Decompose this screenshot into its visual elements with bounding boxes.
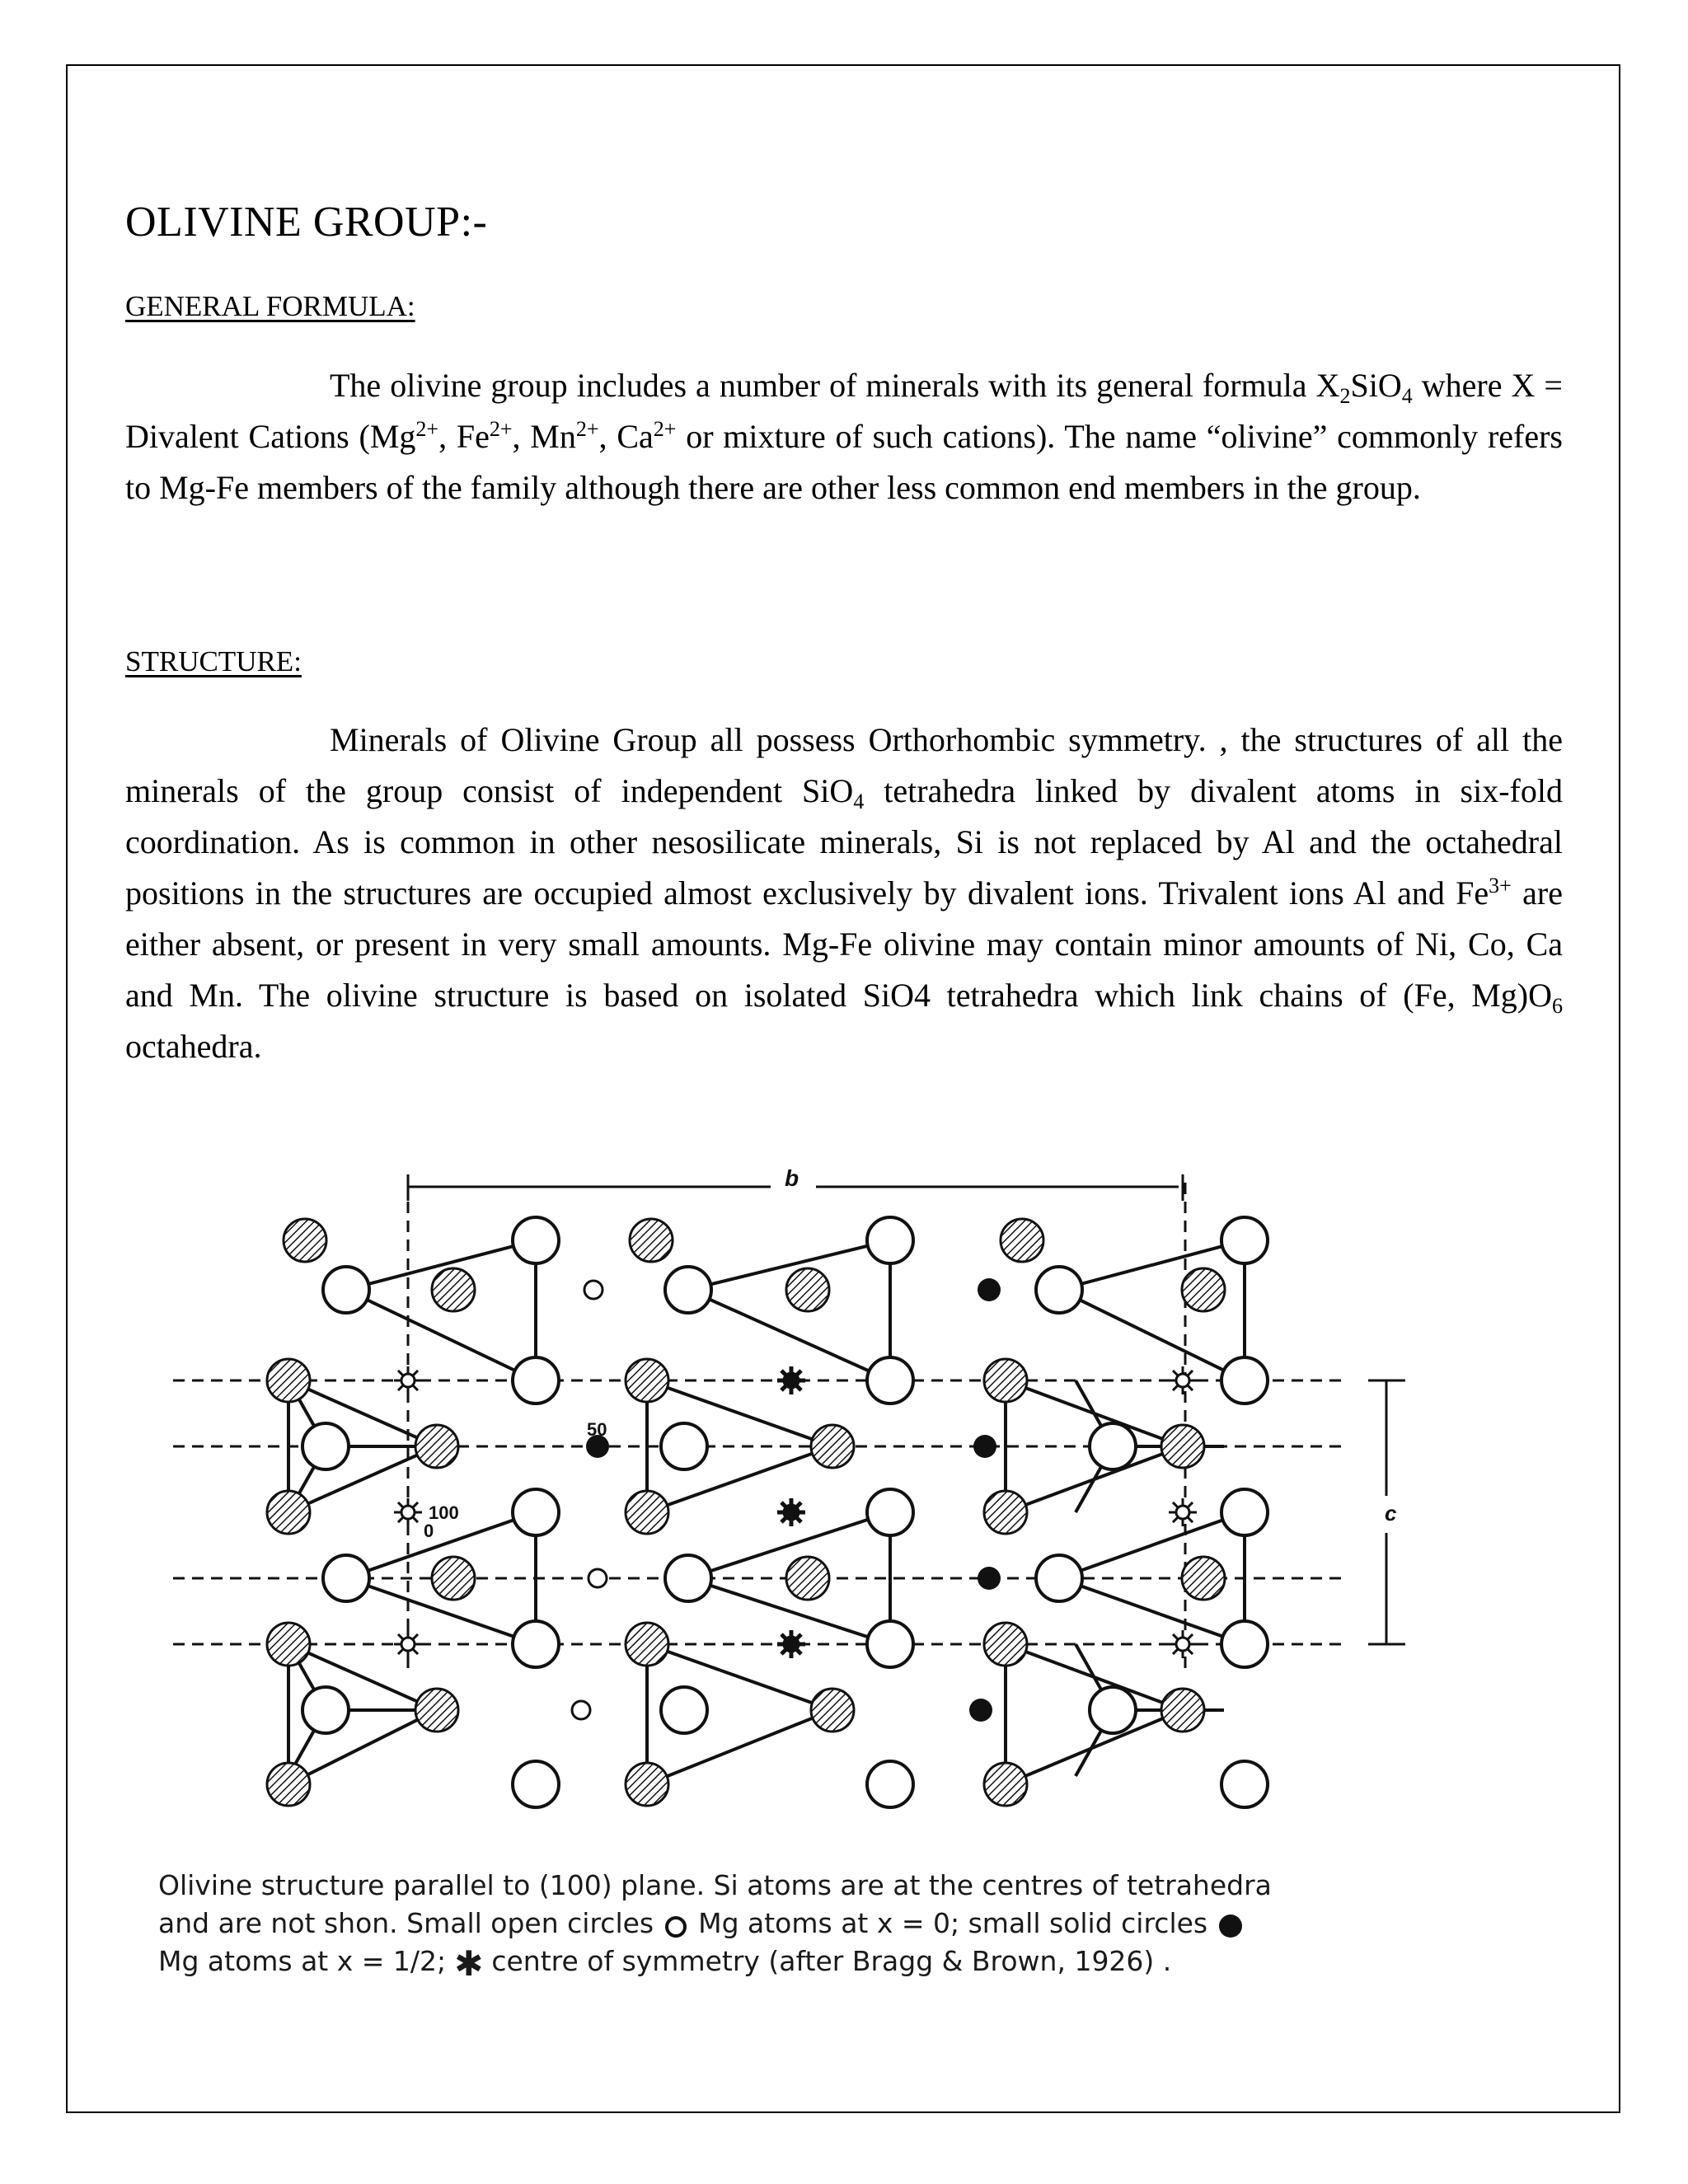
oxygen-atom-hatched	[415, 1425, 458, 1468]
oxygen-atom-open	[513, 1489, 559, 1535]
open-circle-legend-icon	[665, 1916, 687, 1938]
oxygen-atom-hatched	[1182, 1268, 1225, 1311]
oxygen-atom-hatched	[267, 1623, 310, 1666]
tetrahedron	[688, 1240, 890, 1380]
tetrahedron	[346, 1240, 536, 1380]
oxygen-atom-hatched	[267, 1359, 310, 1402]
oxygen-atom-open	[323, 1267, 369, 1313]
oxygen-atom-open	[867, 1761, 913, 1807]
oxygen-atom-open	[867, 1217, 913, 1263]
page-title: OLIVINE GROUP:-	[125, 199, 488, 246]
mg-atom-x-half-solid	[978, 1567, 1001, 1590]
oxygen-atom-open	[1036, 1555, 1082, 1601]
tetrahedron	[1059, 1240, 1245, 1380]
mg-atom-x0-open	[584, 1281, 603, 1299]
mg-atom-x-half-solid	[973, 1435, 996, 1458]
oxygen-atom-open	[1221, 1217, 1268, 1263]
axis-c-label: c	[1385, 1501, 1397, 1526]
symmetry-centre-solid	[777, 1498, 805, 1526]
oxygen-atom-open	[867, 1357, 913, 1404]
atoms	[267, 1217, 1268, 1807]
oxygen-atom-hatched	[811, 1425, 854, 1468]
heading-general-formula: GENERAL FORMULA:	[125, 290, 415, 322]
oxygen-atom-open	[1221, 1489, 1268, 1535]
oxygen-atom-hatched	[1182, 1557, 1225, 1600]
oxygen-atom-hatched	[626, 1491, 668, 1534]
paragraph-general-formula: The olivine group includes a number of minerals with its general formula $X_2SiO_4$ where X = Divalent Cations ($Mg^{2+}$, $Fe^{2+}$, $Mn^{2+}$, $Ca^{2+}$ or mixture of such cations). The name “olivine” commonly refers to Mg-Fe members of the family although there are other less common end members in the group.	[125, 367, 1563, 506]
symmetry-centre-solid	[777, 1630, 805, 1658]
oxygen-atom-hatched	[811, 1689, 854, 1732]
oxygen-atom-open	[665, 1267, 711, 1313]
symmetry-star-legend-icon: ✱	[454, 1943, 484, 1984]
symmetry-centre-open	[1169, 1630, 1197, 1658]
oxygen-atom-hatched	[1161, 1425, 1204, 1468]
oxygen-atom-open	[323, 1555, 369, 1601]
heading-structure: STRUCTURE:	[125, 645, 302, 677]
oxygen-atom-open	[661, 1423, 707, 1469]
oxygen-atom-open	[513, 1621, 559, 1667]
oxygen-atom-hatched	[786, 1268, 829, 1311]
oxygen-atom-open	[661, 1687, 707, 1733]
label-0: 0	[424, 1521, 434, 1541]
oxygen-atom-open	[1090, 1687, 1136, 1733]
oxygen-atom-open	[513, 1357, 559, 1404]
oxygen-atom-hatched	[415, 1689, 458, 1732]
caption-line-2: and are not shon. Small open circles Mg atoms at x = 0; small solid circles	[158, 1905, 1576, 1943]
mg-atom-x-half-solid	[978, 1278, 1001, 1301]
oxygen-atom-hatched	[267, 1491, 310, 1534]
oxygen-atom-hatched	[432, 1557, 475, 1600]
oxygen-atom-hatched	[626, 1623, 668, 1666]
mg-atom-x0-open	[588, 1569, 607, 1587]
oxygen-atom-hatched	[630, 1219, 673, 1262]
olivine-structure-diagram	[157, 1158, 1558, 1900]
caption-line-1: Olivine structure parallel to (100) plane. Si atoms are at the centres of tetrahedra	[158, 1869, 1272, 1901]
oxygen-atom-hatched	[984, 1491, 1027, 1534]
oxygen-atom-open	[1036, 1267, 1082, 1313]
oxygen-atom-open	[867, 1621, 913, 1667]
symmetry-centre-open	[394, 1366, 422, 1394]
symmetry-centre-open	[394, 1630, 422, 1658]
oxygen-atom-open	[665, 1555, 711, 1601]
oxygen-atom-hatched	[267, 1763, 310, 1806]
symmetry-centre-open	[1169, 1498, 1197, 1526]
label-50: 50	[587, 1419, 607, 1440]
oxygen-atom-hatched	[984, 1763, 1027, 1806]
oxygen-atom-hatched	[626, 1763, 668, 1806]
oxygen-atom-hatched	[432, 1268, 475, 1311]
caption-line-3: Mg atoms at x = 1/2; ✱ centre of symmetry (after Bragg & Brown, 1926) .	[158, 1943, 1172, 1984]
oxygen-atom-hatched	[984, 1623, 1027, 1666]
oxygen-atom-open	[1090, 1423, 1136, 1469]
oxygen-atom-open	[1221, 1357, 1268, 1404]
oxygen-atom-open	[513, 1217, 559, 1263]
solid-circle-legend-icon	[1219, 1915, 1242, 1938]
oxygen-atom-open	[1221, 1761, 1268, 1807]
oxygen-atom-hatched	[626, 1359, 668, 1402]
mg-atom-x0-open	[572, 1701, 590, 1719]
oxygen-atom-open	[1221, 1621, 1268, 1667]
oxygen-atom-open	[302, 1423, 349, 1469]
symmetry-centre-open	[394, 1498, 422, 1526]
oxygen-atom-open	[867, 1489, 913, 1535]
paragraph-structure: Minerals of Olivine Group all possess Orthorhombic symmetry. , the structures of all the minerals of the group consist of independent SiO$_4$ tetrahedra linked by divalent atoms in six-fold coordination. As is common in other nesosilicate minerals, Si is not replaced by Al and the octahedral positions in the structures are occupied almost exclusively by divalent ions. Trivalent ions Al and $Fe^{3+}$ are either absent, or present in very small amounts. Mg-Fe olivine may contain minor amounts of Ni, Co, Ca and Mn. The olivine structure is based on isolated SiO4 tetrahedra which link chains of (Fe, $Mg)O_6$ octahedra.	[125, 721, 1564, 1065]
label-100: 100	[429, 1502, 459, 1523]
axis-b-label: b	[785, 1165, 799, 1191]
oxygen-atom-hatched	[786, 1557, 829, 1600]
oxygen-atom-hatched	[284, 1219, 326, 1262]
mg-atom-x-half-solid	[969, 1699, 992, 1722]
oxygen-atom-open	[513, 1761, 559, 1807]
symmetry-centre-open	[1169, 1366, 1197, 1394]
oxygen-atom-hatched	[1001, 1219, 1043, 1262]
oxygen-atom-open	[302, 1687, 349, 1733]
symmetry-centre-solid	[777, 1366, 805, 1394]
oxygen-atom-hatched	[1161, 1689, 1204, 1732]
figure-caption	[158, 1867, 1576, 1983]
oxygen-atom-hatched	[984, 1359, 1027, 1402]
